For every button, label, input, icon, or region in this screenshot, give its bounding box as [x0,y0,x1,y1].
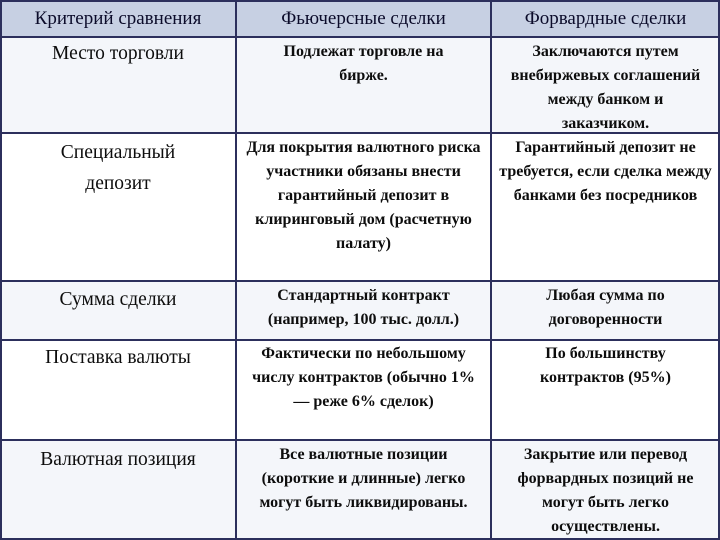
criterion-cell: Место торговли [52,43,184,64]
forward-cell: Закрытие или перевод форвардных позиций не могут быть легко осуществлены. [517,446,694,535]
grid-line [0,132,720,134]
criterion-cell: Специальный депозит [60,142,176,194]
futures-cell: Стандартный контракт (например, 100 тыс. долл.) [267,287,460,328]
futures-cell: Все валютные позиции (короткие и длинные) легко могут быть ликвидированы. [259,446,468,511]
criterion-cell: Сумма сделки [59,289,177,310]
criterion-cell: Валютная позиция [40,449,196,470]
forward-cell: Гарантийный депозит не требуется, если сделка между банками без посредников [499,139,712,204]
grid-line [235,0,237,540]
futures-cell: Для покрытия валютного риска участники обязаны внести гарантийный депозит в клиринговый дом (расчетную палату) [246,139,481,252]
forward-cell: Любая сумма по договоренности [546,287,665,328]
futures-cell: Фактически по небольшому числу контрактов (обычно 1% — реже 6% сделок) [252,345,475,410]
grid-line [490,0,492,540]
header-forward: Форвардные сделки [491,0,720,37]
grid-line [0,36,720,38]
header-futures: Фьючерсные сделки [236,0,491,37]
forward-cell: По большинству контрактов (95%) [540,345,671,386]
grid-line [0,339,720,341]
grid-line [0,439,720,441]
grid-line [0,0,2,540]
futures-cell: Подлежат торговле на бирже. [283,43,444,84]
criterion-cell: Поставка валюты [45,347,191,368]
grid-line [0,280,720,282]
header-criterion: Критерий сравнения [0,0,236,37]
forward-cell: Заключаются путем внебиржевых соглашений между банком и заказчиком. [510,43,701,132]
grid-line [0,0,720,2]
